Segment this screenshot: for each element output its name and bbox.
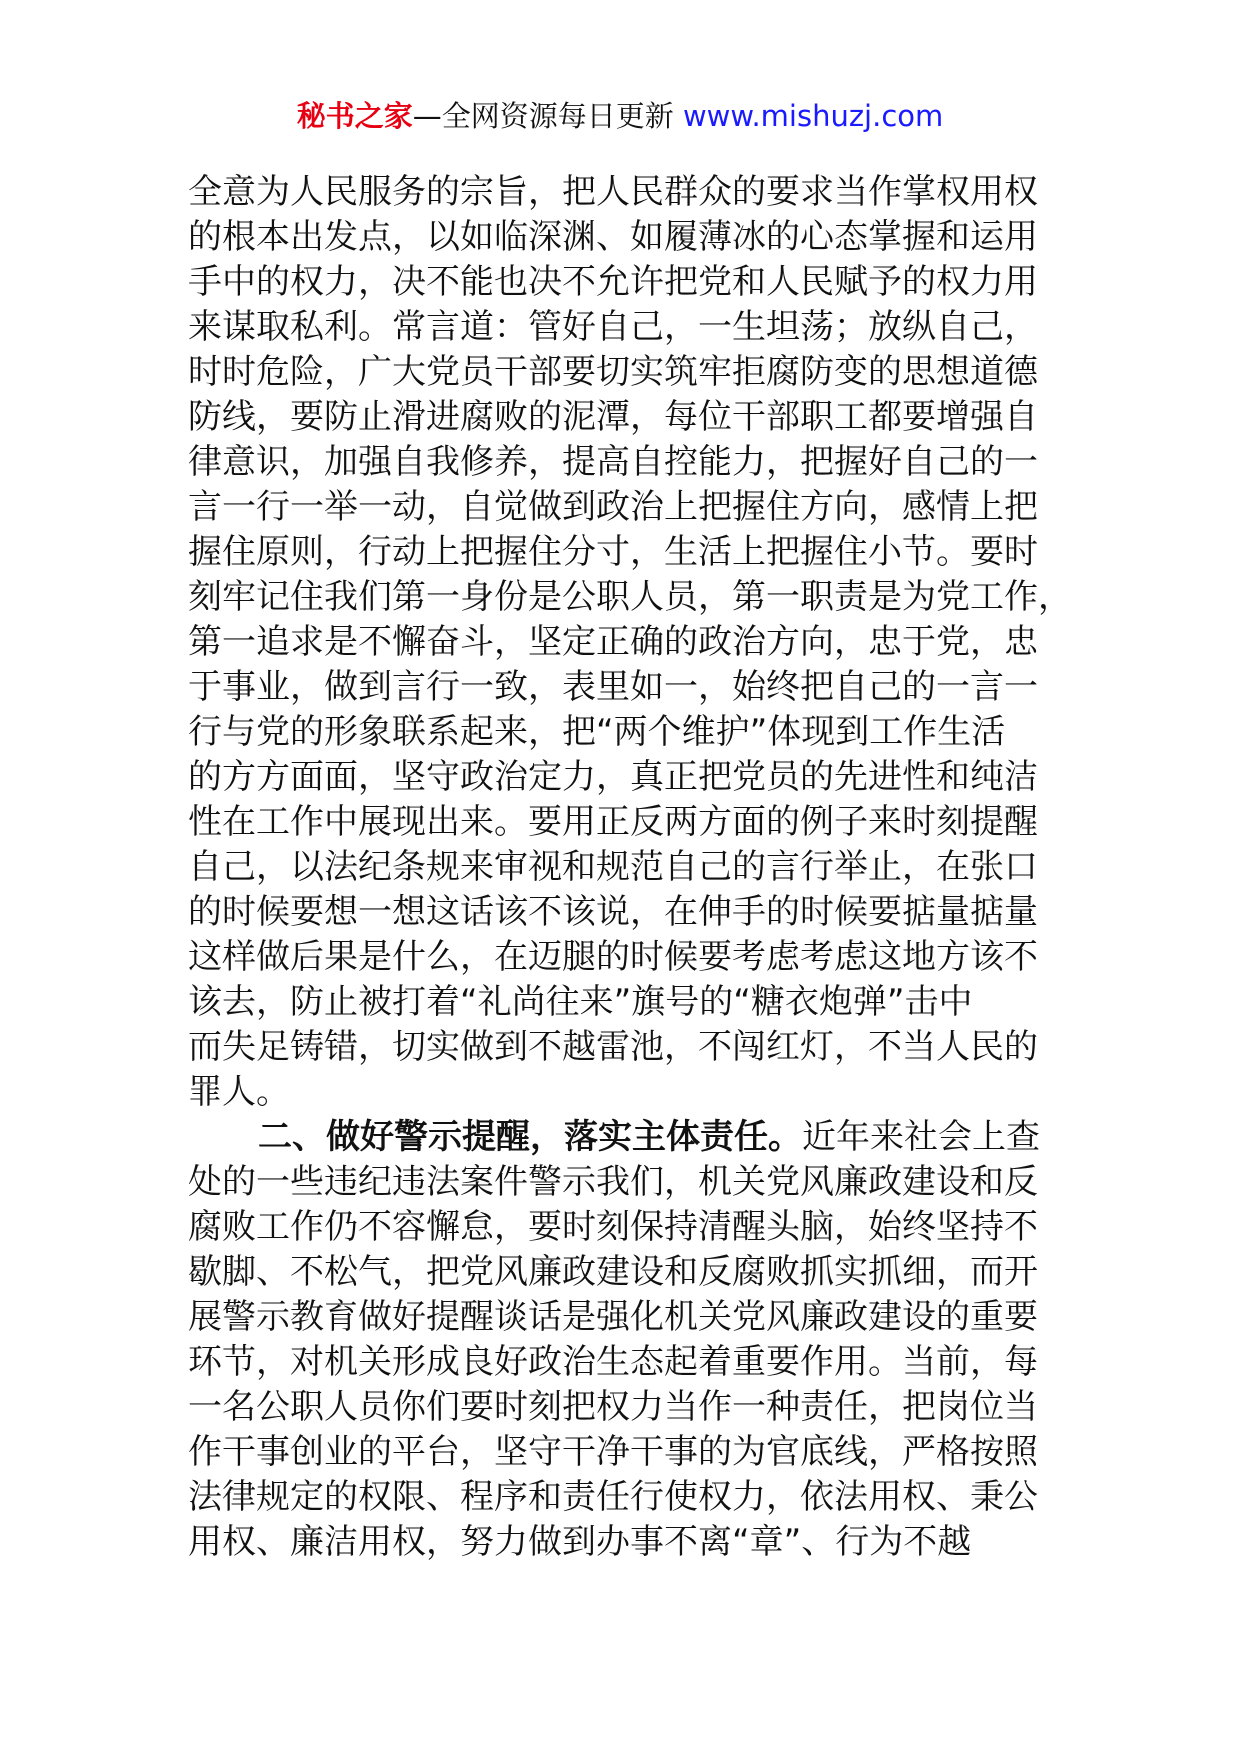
site-brand: 秘书之家 bbox=[296, 99, 413, 133]
text-line: 全意为人民服务的宗旨，把人民群众的要求当作掌权用权 bbox=[188, 172, 1038, 212]
text-line: 防线，要防止滑进腐败的泥潭，每位干部职工都要增强自 bbox=[188, 397, 1038, 437]
text-line: 作干事创业的平台，坚守干净干事的为官底线，严格按照 bbox=[188, 1432, 1038, 1472]
text-line: 第一追求是不懈奋斗，坚定正确的政治方向，忠于党，忠 bbox=[188, 622, 1038, 662]
text-line: 律意识，加强自我修养，提高自控能力，把握好自己的一 bbox=[188, 442, 1038, 482]
text-line: 用权、廉洁用权，努力做到办事不离“章”、行为不越 bbox=[188, 1522, 972, 1562]
text-line: 来谋取私利。常言道：管好自己，一生坦荡；放纵自己， bbox=[188, 307, 1038, 347]
text-line: 手中的权力，决不能也决不允许把党和人民赋予的权力用 bbox=[188, 262, 1038, 302]
text-line: 自己，以法纪条规来审视和规范自己的言行举止，在张口 bbox=[188, 847, 1038, 887]
site-slogan: —全网资源每日更新 bbox=[412, 99, 683, 133]
text-line: 该去，防止被打着“礼尚往来”旗号的“糖衣炮弹”击中 bbox=[188, 982, 973, 1022]
text-line: 环节，对机关形成良好政治生态起着重要作用。当前，每 bbox=[188, 1342, 1038, 1382]
section-heading: 二、做好警示提醒，落实主体责任。 bbox=[258, 1117, 802, 1157]
text-line: 这样做后果是什么，在迈腿的时候要考虑考虑这地方该不 bbox=[188, 937, 1038, 977]
text-line: 性在工作中展现出来。要用正反两方面的例子来时刻提醒 bbox=[188, 802, 1038, 842]
section-heading-line bbox=[188, 1115, 1058, 1160]
site-url-link[interactable]: www.mishuzj.com bbox=[682, 99, 944, 133]
text-line: 而失足铸错，切实做到不越雷池，不闯红灯，不当人民的 bbox=[188, 1027, 1038, 1067]
text-line: 握住原则，行动上把握住分寸，生活上把握住小节。要时 bbox=[188, 532, 1038, 572]
text-line: 一名公职人员你们要时刻把权力当作一种责任，把岗位当 bbox=[188, 1387, 1038, 1427]
text-line: 的时候要想一想这话该不该说，在伸手的时候要掂量掂量 bbox=[188, 892, 1038, 932]
text-line: 行与党的形象联系起来，把“两个维护”体现到工作生活 bbox=[188, 712, 1006, 752]
section-heading-rest: 近年来社会上查 bbox=[802, 1117, 1040, 1157]
text-line: 的根本出发点，以如临深渊、如履薄冰的心态掌握和运用 bbox=[188, 217, 1038, 257]
document-body bbox=[188, 170, 1072, 1565]
text-line: 刻牢记住我们第一身份是公职人员，第一职责是为党工作， bbox=[188, 577, 1072, 617]
text-line: 罪人。 bbox=[188, 1072, 290, 1112]
text-line: 处的一些违纪违法案件警示我们，机关党风廉政建设和反 bbox=[188, 1162, 1038, 1202]
text-line: 时时危险，广大党员干部要切实筑牢拒腐防变的思想道德 bbox=[188, 352, 1038, 392]
text-line: 言一行一举一动，自觉做到政治上把握住方向，感情上把 bbox=[188, 487, 1038, 527]
text-line: 展警示教育做好提醒谈话是强化机关党风廉政建设的重要 bbox=[188, 1297, 1038, 1337]
site-header bbox=[0, 96, 1240, 136]
text-line: 歇脚、不松气，把党风廉政建设和反腐败抓实抓细，而开 bbox=[188, 1252, 1038, 1292]
text-line: 法律规定的权限、程序和责任行使权力，依法用权、秉公 bbox=[188, 1477, 1038, 1517]
text-line: 腐败工作仍不容懈怠，要时刻保持清醒头脑，始终坚持不 bbox=[188, 1207, 1038, 1247]
text-line: 于事业，做到言行一致，表里如一，始终把自己的一言一 bbox=[188, 667, 1038, 707]
text-line: 的方方面面，坚守政治定力，真正把党员的先进性和纯洁 bbox=[188, 757, 1038, 797]
